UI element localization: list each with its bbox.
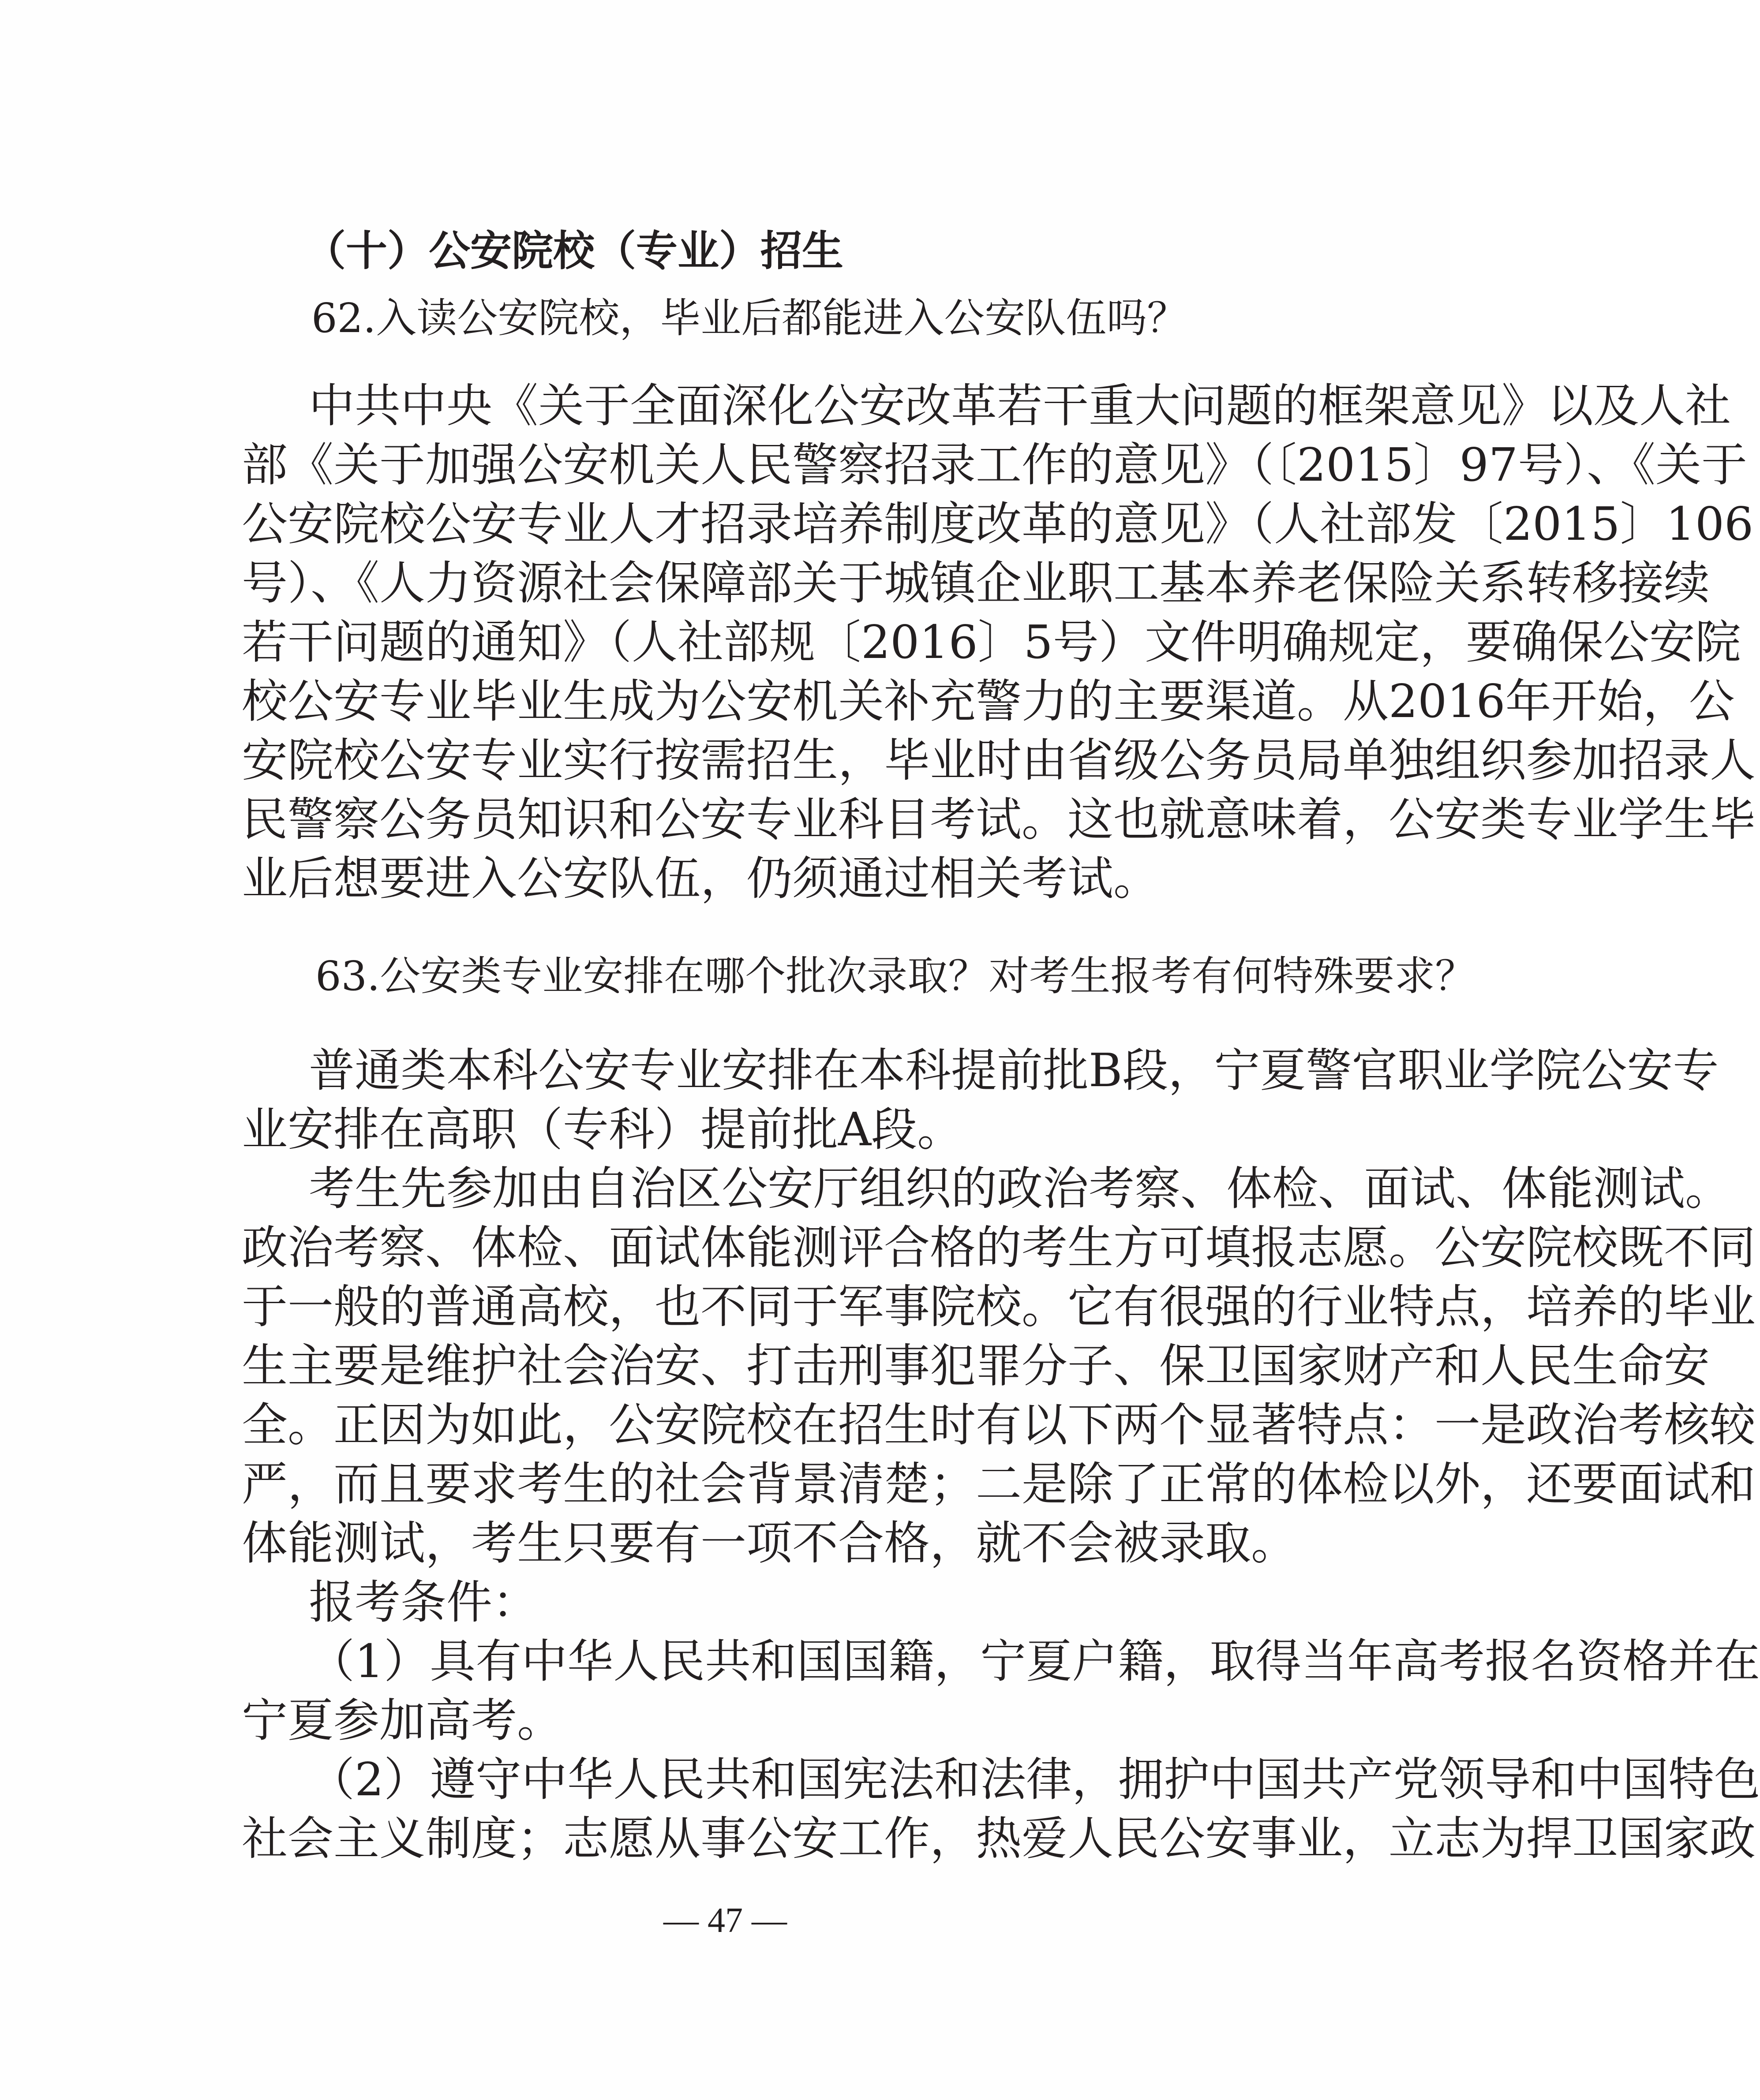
paragraph-line: 业安排在高职（专科）提前批A段。	[242, 1102, 963, 1156]
paragraph-line: 号）、《人力资源社会保障部关于城镇企业职工基本养老保险关系转移接续	[242, 556, 1710, 610]
paragraph-line: 社会主义制度；志愿从事公安工作，热爱人民公安事业，立志为捍卫国家政	[242, 1812, 1756, 1865]
question-63-title: 63.公安类专业安排在哪个批次录取？对考生报考有何特殊要求？	[315, 953, 1476, 1000]
question-62-title: 62.入读公安院校，毕业后都能进入公安队伍吗？	[311, 295, 1188, 342]
paragraph-line: 部《关于加强公安机关人民警察招录工作的意见》（〔2015〕97号）、《关于	[242, 438, 1748, 492]
page-number: — 47 —	[663, 1901, 787, 1940]
paragraph-line: 若干问题的通知》（人社部规〔2016〕5号）文件明确规定，要确保公安院	[242, 615, 1741, 669]
paragraph-line: 考生先参加由自治区公安厅组织的政治考察、体检、面试、体能测试。	[309, 1162, 1731, 1215]
paragraph-line: 严，而且要求考生的社会背景清楚；二是除了正常的体检以外，还要面试和	[242, 1457, 1756, 1511]
section-title: （十）公安院校（专业）招生	[304, 227, 844, 275]
paragraph-line: 宁夏参加高考。	[242, 1693, 563, 1747]
paragraph-line: 民警察公务员知识和公安专业科目考试。这也就意味着，公安类专业学生毕	[242, 792, 1756, 846]
paragraph-line: 普通类本科公安专业安排在本科提前批B段，宁夏警官职业学院公安专	[309, 1043, 1719, 1097]
paragraph-line: 全。正因为如此，公安院校在招生时有以下两个显著特点：一是政治考核较	[242, 1398, 1756, 1452]
paragraph-line: 中共中央《关于全面深化公安改革若干重大问题的框架意见》以及人社	[309, 379, 1731, 433]
requirements-heading: 报考条件：	[309, 1575, 539, 1629]
paragraph-line: 生主要是维护社会治安、打击刑事犯罪分子、保卫国家财产和人民生命安	[242, 1339, 1710, 1393]
paragraph-line: 校公安专业毕业生成为公安机关补充警力的主要渠道。从2016年开始，公	[242, 674, 1735, 728]
paragraph-line: 安院校公安专业实行按需招生，毕业时由省级公务员局单独组织参加招录人	[242, 733, 1756, 787]
paragraph-line: 公安院校公安专业人才招录培养制度改革的意见》（人社部发〔2015〕106	[242, 497, 1754, 551]
paragraph-line: （2）遵守中华人民共和国宪法和法律，拥护中国共产党领导和中国特色	[309, 1752, 1760, 1806]
paragraph-line: （1）具有中华人民共和国国籍，宁夏户籍，取得当年高考报名资格并在	[309, 1634, 1760, 1688]
paragraph-line: 业后想要进入公安队伍，仍须通过相关考试。	[242, 852, 1160, 905]
paragraph-line: 于一般的普通高校，也不同于军事院校。它有很强的行业特点，培养的毕业	[242, 1280, 1756, 1334]
paragraph-line: 政治考察、体检、面试体能测评合格的考生方可填报志愿。公安院校既不同	[242, 1221, 1756, 1274]
paragraph-line: 体能测试，考生只要有一项不合格，就不会被录取。	[242, 1516, 1297, 1570]
